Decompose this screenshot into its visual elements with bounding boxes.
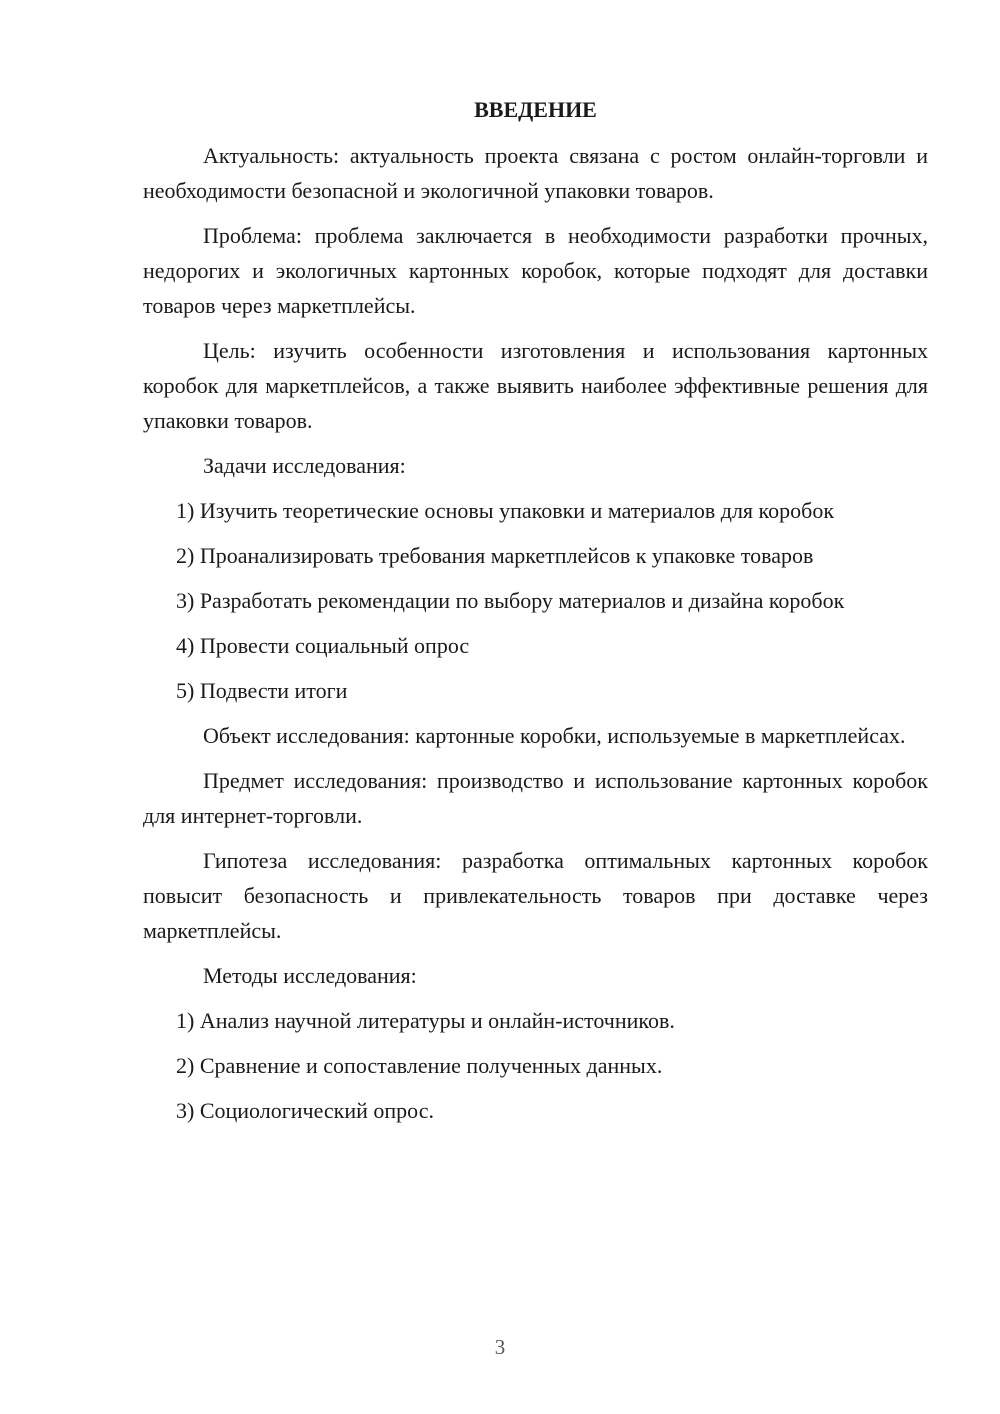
task-item: 3) Разработать рекомендации по выбору материалов и дизайна коробок: [176, 588, 845, 613]
task-item: 1) Изучить теоретические основы упаковки и материалов для коробок: [176, 498, 835, 523]
method-item: 2) Сравнение и сопоставление полученных данных.: [176, 1053, 663, 1078]
page-content: [143, 92, 928, 1138]
methods-title: Методы исследования:: [203, 963, 417, 988]
subject-paragraph: Предмет исследования: производство и использование картонных коробок для интернет-торговли.: [143, 768, 928, 828]
problem-paragraph: Проблема: проблема заключается в необходимости разработки прочных, недорогих и экологичных картонных коробок, которые подходят для доставки товаров через маркетплейсы.: [143, 223, 928, 318]
page-number: 3: [494, 1335, 506, 1359]
goal-paragraph: Цель: изучить особенности изготовления и использования картонных коробок для маркетплейсов, а также выявить наиболее эффективные решения для упаковки товаров.: [143, 338, 928, 433]
object-paragraph: Объект исследования: картонные коробки, используемые в маркетплейсах.: [203, 723, 906, 748]
method-item: 3) Социологический опрос.: [176, 1098, 434, 1123]
method-item: 1) Анализ научной литературы и онлайн-источников.: [176, 1008, 675, 1033]
task-item: 2) Проанализировать требования маркетплейсов к упаковке товаров: [176, 543, 814, 568]
tasks-title: Задачи исследования:: [203, 453, 406, 478]
task-item: 4) Провести социальный опрос: [176, 633, 470, 658]
task-item: 5) Подвести итоги: [176, 678, 348, 703]
section-heading: ВВЕДЕНИЕ: [474, 97, 597, 122]
relevance-paragraph: Актуальность: актуальность проекта связана с ростом онлайн-торговли и необходимости безопасной и экологичной упаковки товаров.: [143, 143, 928, 203]
hypothesis-paragraph: Гипотеза исследования: разработка оптимальных картонных коробок повысит безопасность и привлекательность товаров при доставке через маркетплейсы.: [143, 848, 928, 943]
